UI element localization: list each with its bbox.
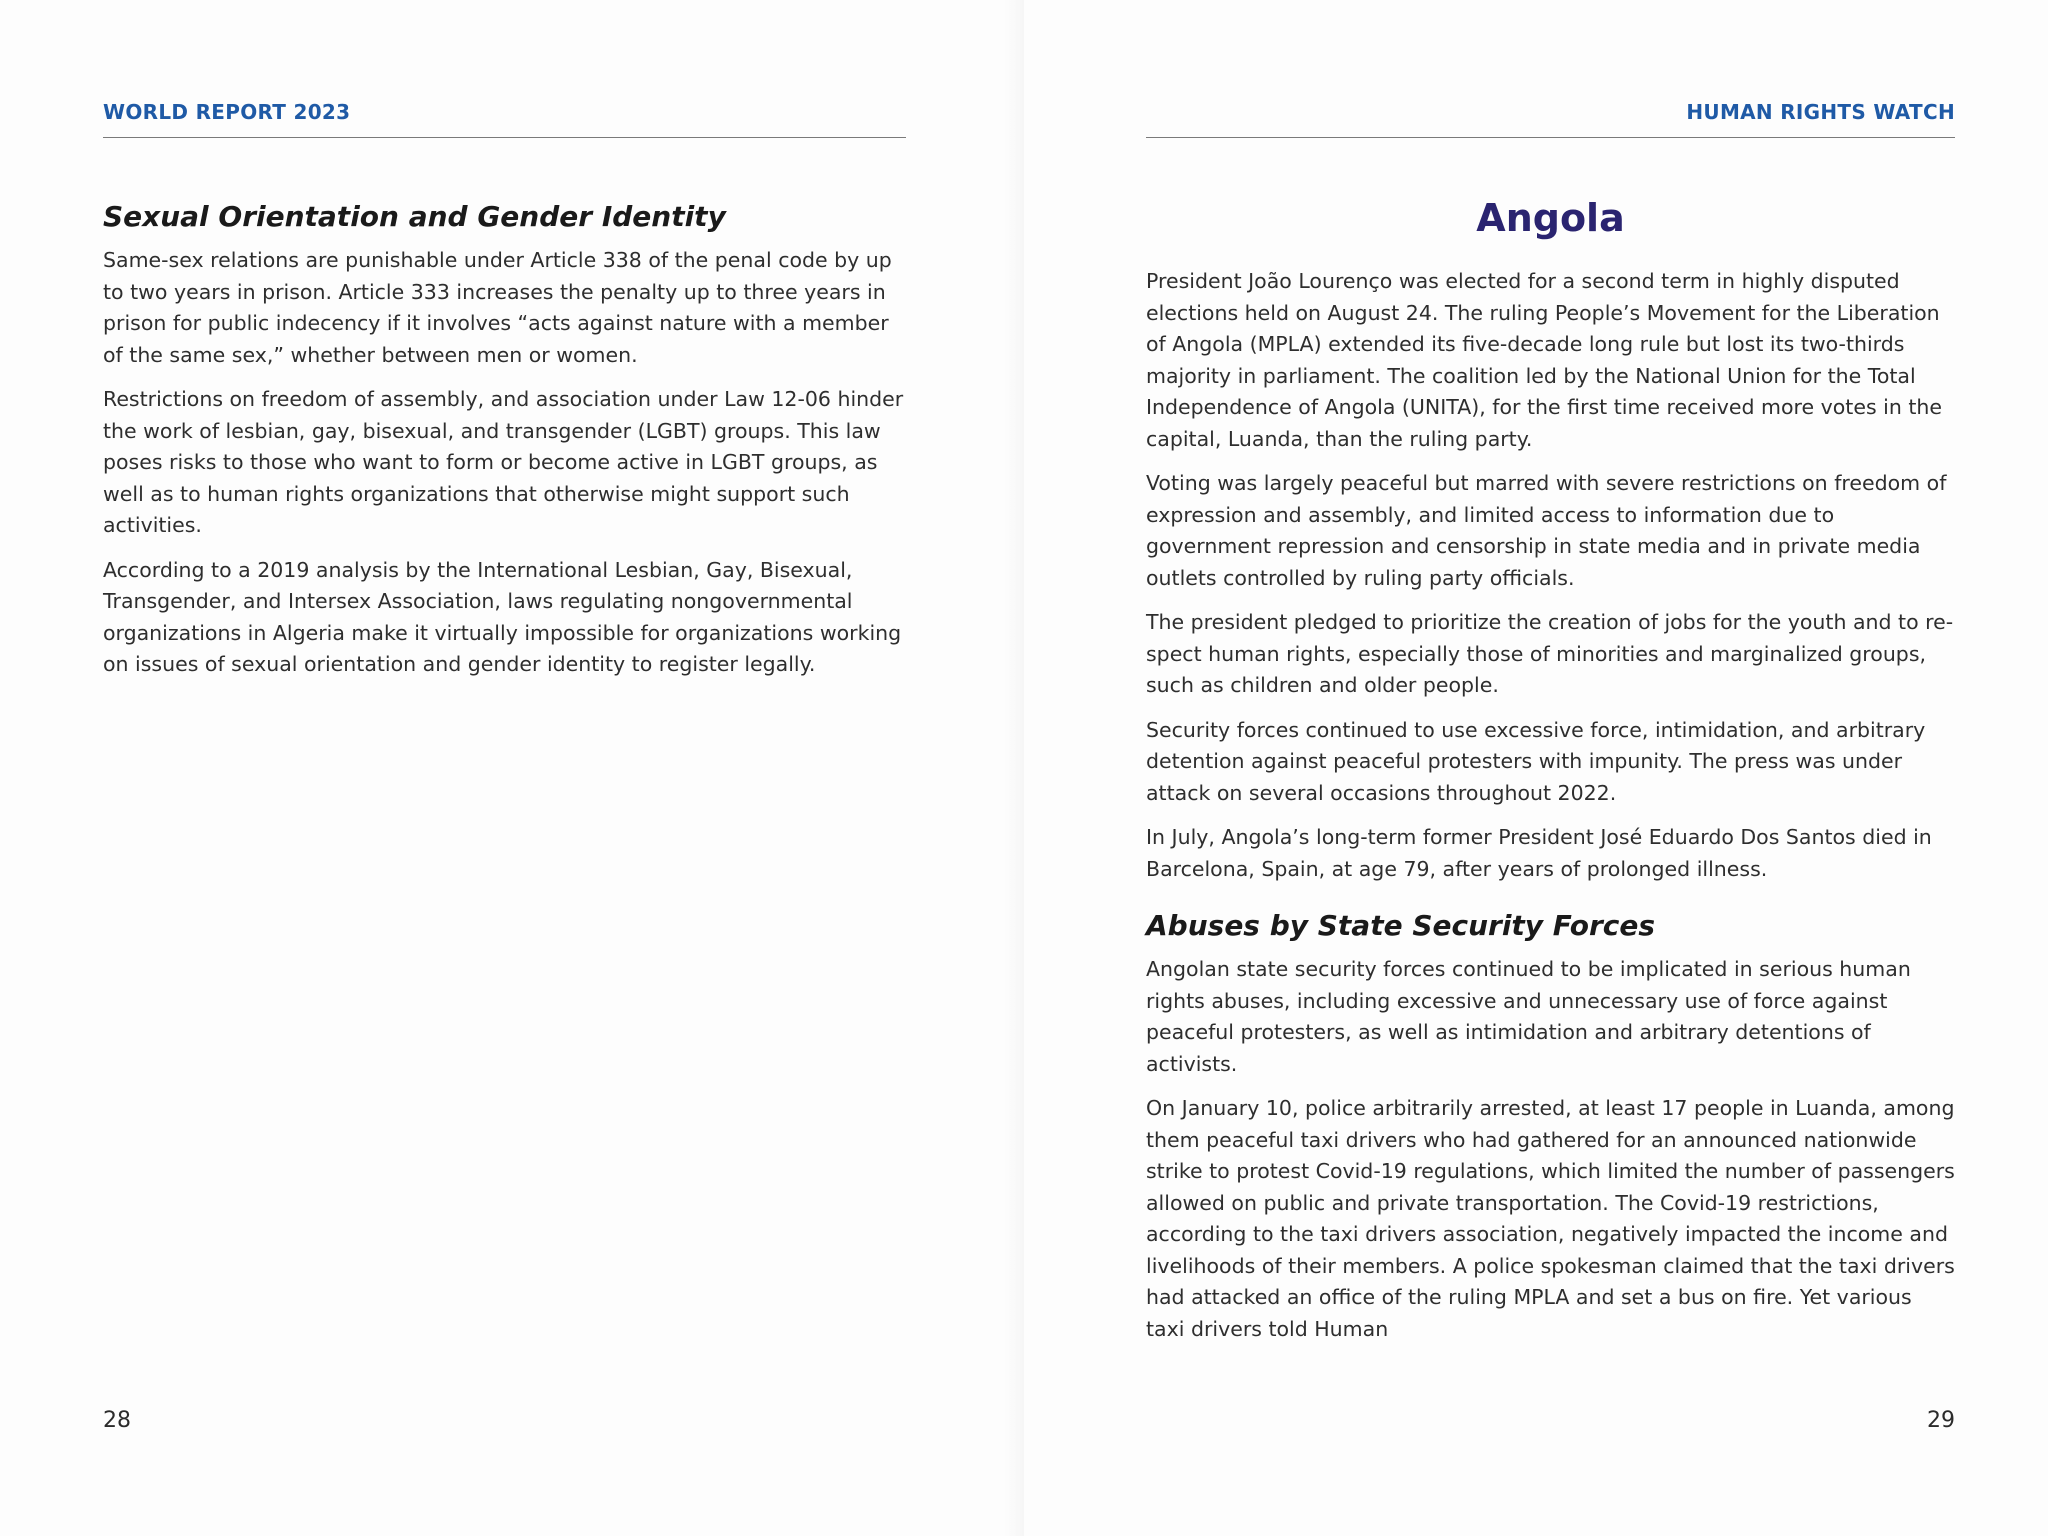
country-title: Angola: [1476, 196, 1625, 240]
running-head-right: HUMAN RIGHTS WATCH: [1686, 100, 1955, 124]
paragraph: In July, Angola’s long-term former President José Eduardo Dos Santos died in Barcelona, Spain, at age 79, after years of prolonged illness.: [1146, 825, 1932, 881]
section-title-sogi: Sexual Orientation and Gender Identity: [103, 200, 726, 233]
paragraph: According to a 2019 analysis by the International Lesbian, Gay, Bisexual, Transgender, and Intersex Association, laws regulating nongovernmental organizations in Algeria make it virtually impossible for organizations working on issues of sexual orientation and gender identity to register legally.: [103, 557, 902, 676]
right-page: [1024, 0, 2048, 1536]
left-page-content: [103, 200, 906, 694]
header-rule-right: [1146, 137, 1955, 138]
page-number-left: 28: [103, 1408, 131, 1433]
paragraph: President João Lourenço was elected for a second term in highly disputed elections held on August 24. The ruling People’s Movement for the Liberation of Angola (MPLA) extended its five-decade long rule but lost its two-thirds majority in parliament. The coalition led by the National Union for the Total Independence of Angola (UNITA), for the first time received more votes in the capital, Luanda, than the ruling party.: [1146, 269, 1942, 451]
paragraph: Restrictions on freedom of assembly, and association under Law 12-06 hinder the work of lesbian, gay, bisexual, and transgender (LGBT) groups. This law poses risks to those who want to form or become active in LGBT groups, as well as to human rights organizations that otherwise might support such activities.: [103, 387, 904, 537]
paragraph: Angolan state security forces continued to be implicated in serious human rights abuses, including excessive and unnecessary use of force against peaceful protesters, as well as intimidation and arbitrary detentions of activists.: [1146, 957, 1911, 1076]
header-rule-left: [103, 137, 906, 138]
paragraph: Same-sex relations are punishable under Article 338 of the penal code by up to two years in prison. Article 333 increases the penalty up to three years in prison for public indecency if it involves “acts against nature with a member of the same sex,” whether between men or women.: [103, 248, 892, 367]
running-head-left: WORLD REPORT 2023: [103, 100, 351, 124]
right-page-content: [1146, 196, 1955, 1358]
section-title-abuses: Abuses by State Security Forces: [1146, 909, 1656, 942]
page-number-right: 29: [1927, 1408, 1955, 1433]
paragraph: Security forces continued to use excessive force, intimidation, and arbitrary detention against peaceful protesters with impunity. The press was under attack on several occasions throughout 2022.: [1146, 717, 1926, 805]
paragraph: The president pledged to prioritize the creation of jobs for the youth and to respect human rights, especially those of minorities and marginalized groups, such as children and older people.: [1146, 610, 1954, 697]
paragraph: On January 10, police arbitrarily arrested, at least 17 people in Luanda, among them peaceful taxi drivers who had gathered for an announced nationwide strike to protest Covid-19 regulations, which limited the number of passengers allowed on public and private transportation. The Covid-19 restrictions, according to the taxi drivers association, negatively impacted the income and livelihoods of their members. A police spokesman claimed that the taxi drivers had attacked an office of the ruling MPLA and set a bus on fire. Yet various taxi drivers told Human: [1146, 1096, 1955, 1341]
paragraph: Voting was largely peaceful but marred with severe restrictions on freedom of expression and assembly, and limited access to information due to government repression and censorship in state media and in private media outlets controlled by ruling party officials.: [1146, 471, 1947, 590]
